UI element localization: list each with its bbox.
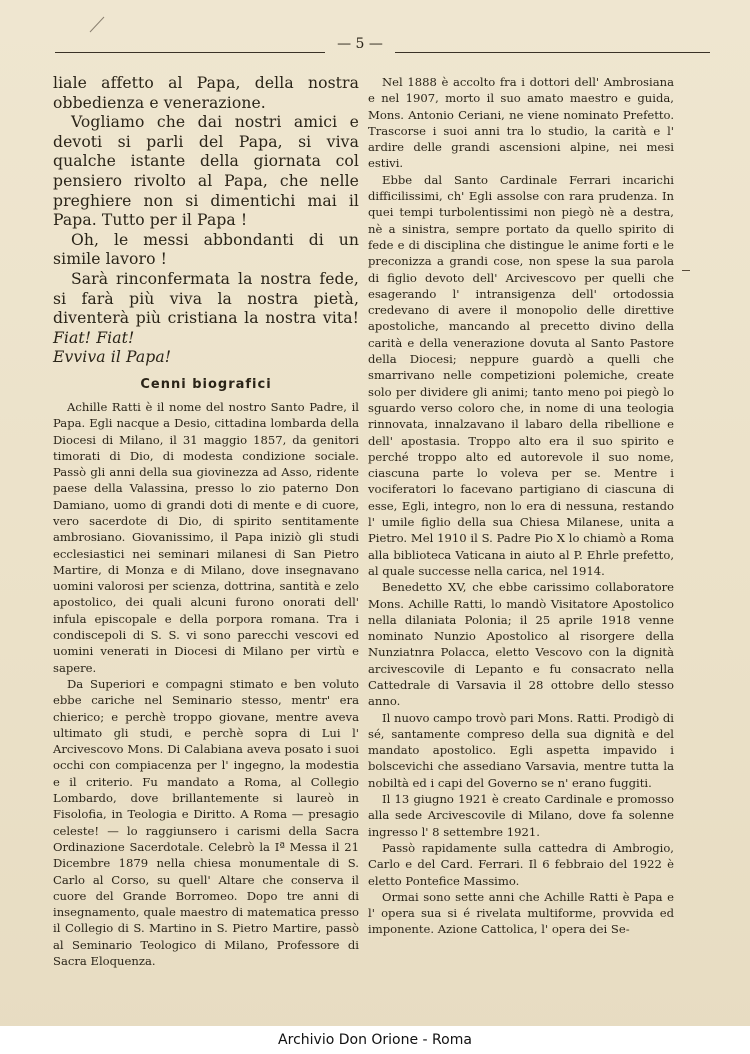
intro-paragraph: liale affetto al Papa, della nostra obbedienza e venerazione.	[53, 74, 359, 112]
body-paragraph: Benedetto XV, che ebbe carissimo collaboratore Mons. Achille Ratti, lo mandò Visitatore Apostolico nella dilaniata Polonia; il 25 aprile 1918 venne nominato Nunzio Apostolico al risorgere della Nunziatnra Polacca, eletto Vescovo con la dignità arcivescovile di Lepanto e fu consacrato nella Cattedrale di Varsavia il 28 ottobre dello stesso anno.	[368, 580, 674, 709]
margin-mark	[682, 270, 690, 271]
bio-paragraph: Da Superiori e compagni stimato e ben voluto ebbe cariche nel Seminario stesso, mentr' era chierico; e perchè troppo giovane, mentre aveva ultimato gli studi, e perchè sopra di Lui l' Arcivescovo Mons. Di Calabiana aveva posato i suoi occhi con compiacenza per l' ingegno, la modestia e il criterio. Fu mandato a Roma, al Collegio Lombardo, dove brillantemente si laureò in Fisolofia, in Teologia e Diritto. A Roma — presagio celeste! — lo raggiunsero i carismi della Sacra Ordinazione Sacerdotale. Celebrò la Iª Messa il 21 Dicembre 1879 nella chiesa monumentale di S. Carlo al Corso, su quell' Altare che conserva il cuore del Grande Borromeo. Dopo tre anni di insegnamento, quale maestro di matematica presso il Collegio di S. Martino in S. Pietro Martire, passò al Seminario Teologico di Milano, Professore di Sacra Eloquenza.	[53, 676, 359, 968]
header-rule-left	[55, 52, 325, 53]
intro-paragraph: Oh, le messi abbondanti di un simile lavoro !	[53, 230, 359, 269]
fiat-exclamation: Fiat! Fiat!	[53, 328, 135, 347]
left-column	[53, 74, 359, 969]
bio-paragraph: Achille Ratti è il nome del nostro Santo Padre, il Papa. Egli nacque a Desio, cittadina lombarda della Diocesi di Milano, il 31 maggio 1857, da genitori timorati di Dio, di modesta condizione sociale. Passò gli anni della sua giovinezza ad Asso, ridente paese della Valassina, presso lo zio paterno Don Damiano, uomo di grandi doti di mente e di cuore, vero sacerdote di Dio, di spirito sentitamente ambrosiano. Giovanissimo, il Papa iniziò gli studi ecclesiastici nei seminari milanesi di San Pietro Martire, di Monza e di Milano, dove insegnavano uomini valorosi per scienza, dottrina, santità e zelo apostolico, dei quali alcuni furono onorati dell' infula episcopale e della porpora romana. Tra i condiscepoli di S. S. vi sono parecchi vescovi ed uomini venerati in Diocesi di Milano per virtù e sapere.	[53, 399, 359, 675]
body-paragraph: Il 13 giugno 1921 è creato Cardinale e promosso alla sede Arcivescovile di Milano, dove fa solenne ingresso l' 8 settembre 1921.	[368, 792, 674, 839]
header-rule-right	[395, 52, 710, 53]
intro-block	[53, 74, 359, 368]
page-number: — 5 —	[337, 36, 383, 52]
body-paragraph: Passò rapidamente sulla cattedra di Ambrogio, Carlo e del Card. Ferrari. Il 6 febbraio del 1922 è eletto Pontefice Massimo.	[368, 840, 674, 888]
intro-paragraph: Vogliamo che dai nostri amici e devoti si parli del Papa, si viva qualche istante della giornata col pensiero rivolto al Papa, che nelle preghiere non si dimentichi mai il Papa. Tutto per il Papa !	[53, 113, 359, 230]
pencil-stroke-mark	[88, 14, 108, 34]
right-column	[368, 74, 674, 938]
intro-text: Sarà rinconfermata la nostra fede, si farà più viva la nostra pietà, diventerà più cristiana la nostra vita!	[53, 269, 359, 328]
page-header	[55, 34, 710, 56]
body-paragraph: Nel 1888 è accolto fra i dottori dell' Ambrosiana e nel 1907, morto il suo amato maestro e guida, Mons. Antonio Ceriani, ne viene nominato Prefetto. Trascorse i suoi anni tra lo studio, la carità e l' ardire delle grandi ascensioni alpine, nei mesi estivi.	[368, 75, 674, 171]
footer-text: Archivio Don Orione - Roma	[278, 1032, 472, 1048]
bio-block	[53, 399, 359, 969]
archive-footer	[0, 1026, 750, 1054]
section-title: Cenni biografici	[140, 376, 272, 392]
body-paragraph: Ebbe dal Santo Cardinale Ferrari incarichi difficilissimi, ch' Egli assolse con rara prudenza. In quei tempi turbolentissimi non piegò nè a destra, nè a sinistra, sempre portato da quello spirito di fede e di disciplina che distingue le anime forti e le preconizza a grandi cose, non spese la sua parola di figlio devoto dell' Arcivescovo per quelli che esagerando l' intransigenza dell' ortodossia credevano di avere il monopolio delle direttive apostoliche, mancando al precetto divino della carità e della venerazione dovuta al Santo Pastore della Diocesi; neppure guardò a quelli che smarrivano nelle competizioni polemiche, create solo per dividere gli animi; tanto meno poi piegò lo sguardo verso coloro che, in nome di una teologia rinnovata, innalzavano il labaro della ribellione e dell' apostasia. Troppo alto era il suo spirito e perché troppo alto ed autorevole il suo nome, ciascuna parte lo voleva per se. Mentre i vociferatori lo facevano partigiano di ciascuna di esse, Egli, integro, non lo era di nessuna, restando l' umile figlio della sua Chiesa Milanese, unita a Pietro. Mel 1910 il S. Padre Pio X lo chiamò a Roma alla biblioteca Vaticana in aiuto al P. Ehrle prefetto, al quale successe nella carica, nel 1914.	[368, 172, 674, 578]
body-paragraph: Ormai sono sette anni che Achille Ratti è Papa e l' opera sua si é rivelata multiforme, provvida ed imponente. Azione Cattolica, l' opera dei Se-	[368, 889, 674, 937]
evviva-line: Evviva il Papa!	[53, 348, 172, 367]
body-paragraph: Il nuovo campo trovò pari Mons. Ratti. Prodigò di sé, santamente compreso della sua dignità e del mandato apostolico. Egli aspetta impavido i bolscevichi che assediano Varsavia, mentre tutta la nobiltà ed i capi del Governo se n' erano fuggiti.	[368, 710, 674, 790]
intro-paragraph-closing	[53, 270, 359, 348]
